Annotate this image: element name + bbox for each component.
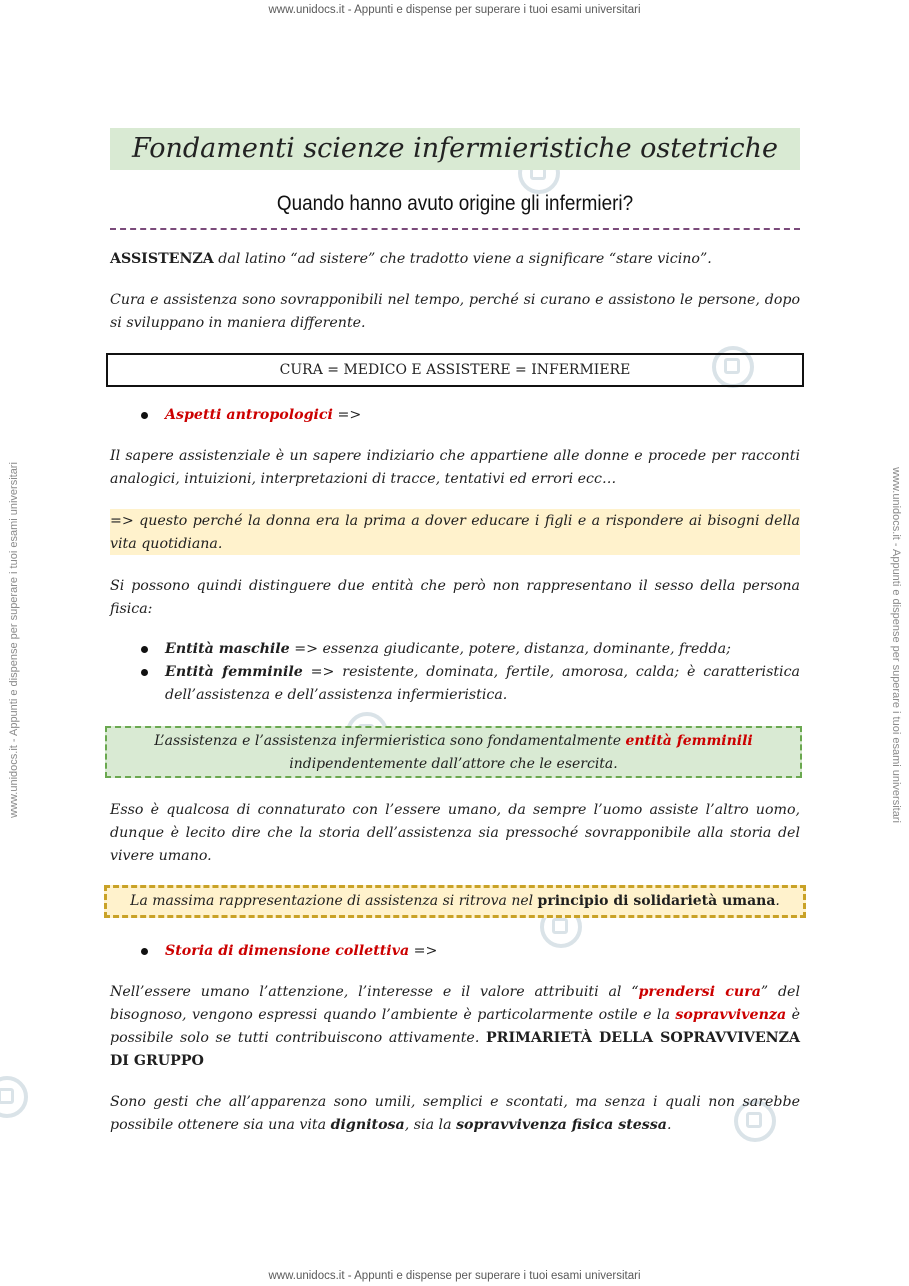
paragraph-gesti — [110, 1091, 800, 1137]
cura-definition-box: CURA = MEDICO E ASSISTERE = INFERMIERE — [106, 353, 804, 387]
bullet-label: Entità maschile — [165, 641, 290, 657]
paragraph-donna: => questo perché la donna era la prima a dover educare i figli e a rispondere ai bisogni della vita quotidiana. — [110, 513, 800, 552]
bold-term: sopravvivenza fisica stessa — [456, 1117, 667, 1133]
watermark-bottom: www.unidocs.it - Appunti e dispense per superare i tuoi esami universitari — [268, 1270, 641, 1282]
entita-femminili-box — [105, 726, 802, 778]
box-text: . — [775, 893, 780, 909]
bullet-icon — [141, 669, 148, 676]
bold-term: PRIMARIETÀ DELLA SOPRAVVIVENZA DI GRUPPO — [110, 1030, 800, 1069]
bullet-suffix: => — [409, 943, 438, 959]
box-highlight: entità femminili — [625, 733, 753, 749]
paragraph-text: Sono gesti che all’apparenza sono umili, semplici e scontati, ma senza i quali non sarebbe possibile ottenere sia una vita — [110, 1094, 800, 1133]
paragraph-entita: Si possono quindi distinguere due entità che però non rappresentano il sesso della persona fisica: — [110, 578, 800, 617]
page-title: Fondamenti scienze infermieristiche ostetriche — [110, 128, 800, 170]
paragraph-text: . — [666, 1117, 672, 1133]
bullet-text: => resistente, dominata, fertile, amorosa, calda; è caratteristica dell’assistenza e dell’assistenza infermieristica. — [165, 664, 800, 703]
bullet-icon — [141, 412, 148, 419]
bold-term: dignitosa — [330, 1117, 405, 1133]
section-heading: Quando hanno avuto origine gli infermieri? — [276, 192, 634, 215]
box-bold: principio di solidarietà umana — [537, 893, 776, 909]
bullet-text: => essenza giudicante, potere, distanza, dominante, fredda; — [289, 641, 731, 657]
paragraph-text: Nell’essere umano l’attenzione, l’interesse e il valore attribuiti al “ — [110, 984, 639, 1000]
bullet-suffix: => — [332, 407, 362, 423]
box-text: L’assistenza e l’assistenza infermieristica sono fondamentalmente — [154, 733, 626, 749]
paragraph-text: ” del bisognoso, vengono espressi quando l’ambiente è particolarmente ostile e la — [110, 984, 800, 1023]
paragraph-sapere: Il sapere assistenziale è un sapere indiziario che appartiene alle donne e procede per racconti analogici, intuizioni, interpretazioni di tracce, tentativi ed errori ecc… — [110, 448, 800, 487]
highlight-term: prendersi cura — [638, 984, 761, 1000]
solidarieta-box — [104, 885, 806, 918]
paragraph-text: è possibile solo se tutti contribuiscono attivamente. — [110, 1007, 800, 1046]
unidocs-logo-icon — [0, 1076, 28, 1118]
paragraph-text: , sia la — [404, 1117, 457, 1133]
paragraph-prendersi-cura — [110, 981, 800, 1073]
watermark-left: www.unidocs.it - Appunti e dispense per superare i tuoi esami universitari — [8, 462, 20, 818]
highlight-term: sopravvivenza — [675, 1007, 787, 1023]
paragraph-cura: Cura e assistenza sono sovrapponibili nel tempo, perché si curano e assistono le persone, dopo si sviluppano in maniera differente. — [110, 292, 800, 331]
term-assistenza: ASSISTENZA — [110, 251, 214, 267]
bullet-icon — [141, 646, 148, 653]
box-text: indipendentemente dall’attore che le esercita. — [289, 756, 618, 772]
watermark-top: www.unidocs.it - Appunti e dispense per superare i tuoi esami universitari — [268, 4, 641, 16]
paragraph-text: dal latino “ad sistere” che tradotto viene a significare “stare vicino”. — [213, 251, 712, 267]
bullet-label: Aspetti antropologici — [165, 407, 333, 423]
bullet-icon — [141, 948, 148, 955]
watermark-right: www.unidocs.it - Appunti e dispense per superare i tuoi esami universitari — [890, 467, 902, 823]
box-text: La massima rappresentazione di assistenza si ritrova nel — [130, 893, 538, 909]
heading-divider — [110, 228, 800, 230]
bullet-label: Entità femminile — [165, 664, 303, 680]
bullet-label: Storia di dimensione collettiva — [165, 943, 410, 959]
paragraph-assistenza — [110, 248, 800, 271]
paragraph-essere-umano: Esso è qualcosa di connaturato con l’essere umano, da sempre l’uomo assiste l’altro uomo, dunque è lecito dire che la storia dell’assistenza sia pressoché sovrapponibile alla storia del vivere umano. — [110, 802, 800, 864]
